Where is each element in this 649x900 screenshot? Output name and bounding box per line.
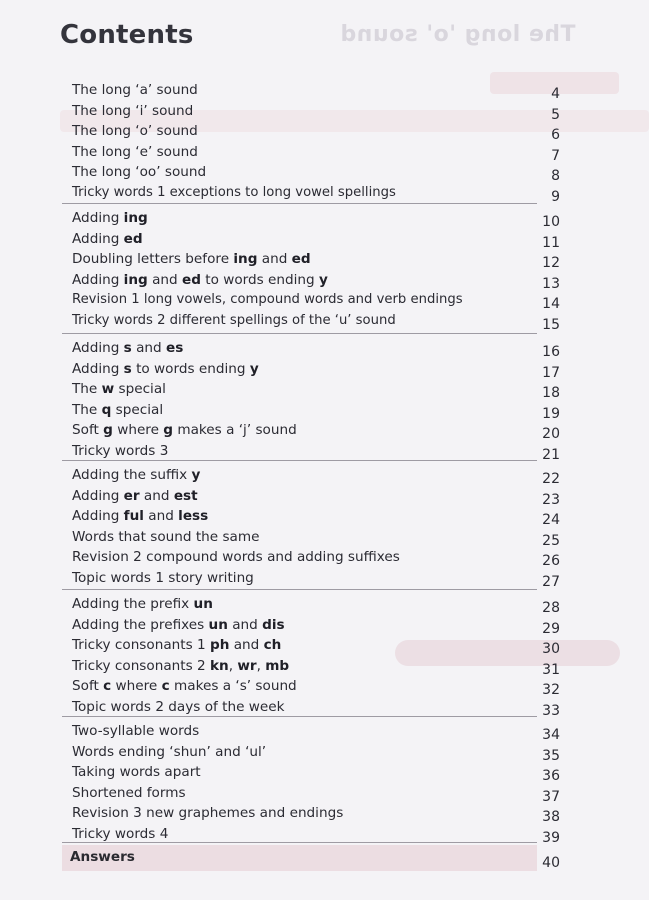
section-divider: [62, 460, 537, 461]
toc-emphasis: y: [191, 467, 201, 483]
toc-page-number: 30: [542, 641, 560, 658]
toc-page-number: 8: [551, 168, 560, 185]
toc-entry[interactable]: Topic words 1 story writing: [72, 570, 254, 586]
toc-emphasis: ph: [209, 637, 230, 654]
toc-page-number: 6: [551, 127, 560, 144]
toc-emphasis: un: [193, 596, 213, 612]
toc-emphasis: dis: [262, 616, 285, 633]
toc-entry[interactable]: Soft g where g makes a ‘j’ sound: [72, 422, 297, 439]
toc-emphasis: g: [103, 422, 113, 439]
toc-page-number: 31: [542, 661, 560, 678]
toc-entry[interactable]: Adding the prefixes un and dis: [72, 616, 285, 633]
toc-entry[interactable]: Adding s and es: [72, 340, 184, 356]
toc-emphasis: y: [249, 360, 259, 377]
toc-entry[interactable]: Tricky consonants 1 ph and ch: [72, 637, 282, 654]
toc-entry[interactable]: Doubling letters before ing and ed: [72, 251, 311, 268]
toc-entry[interactable]: Adding the suffix y: [72, 467, 201, 483]
toc-entry[interactable]: Adding the prefix un: [72, 596, 213, 612]
toc-page-number: 11: [542, 234, 560, 251]
toc-entry[interactable]: The long ‘i’ sound: [72, 102, 194, 119]
toc-entry-answers[interactable]: Answers: [70, 849, 135, 865]
page-title: Contents: [60, 20, 194, 50]
toc-page-number: 9: [551, 189, 560, 205]
toc-entry[interactable]: Adding ful and less: [72, 508, 209, 525]
toc-emphasis: ed: [123, 230, 143, 247]
toc-entry[interactable]: Soft c where c makes a ‘s’ sound: [72, 678, 297, 695]
toc-entry[interactable]: The q special: [72, 401, 164, 418]
toc-emphasis: ed: [291, 251, 311, 268]
toc-page-number: 4: [551, 86, 560, 102]
toc-emphasis: ch: [263, 637, 282, 654]
toc-entry[interactable]: Revision 2 compound words and adding suffixes: [72, 549, 400, 566]
toc-emphasis: s: [123, 360, 132, 377]
toc-entry[interactable]: Tricky consonants 2 kn, wr, mb: [72, 657, 290, 674]
toc-page-number: 20: [542, 426, 560, 443]
section-divider: [62, 203, 537, 204]
toc-page-number: 5: [551, 106, 560, 123]
toc-page-number: 26: [542, 553, 560, 570]
toc-entry[interactable]: Adding s to words ending y: [72, 360, 259, 377]
toc-page-number: 23: [542, 491, 560, 508]
toc-page-number: 13: [542, 275, 560, 292]
toc-entry[interactable]: Tricky words 4: [72, 826, 169, 842]
toc-page-number: 24: [542, 512, 560, 529]
toc-entry[interactable]: Adding er and est: [72, 487, 198, 504]
toc-entry[interactable]: Topic words 2 days of the week: [72, 699, 285, 715]
toc-emphasis: g: [163, 422, 174, 439]
toc-emphasis: q: [101, 401, 112, 418]
toc-entry[interactable]: The long ‘a’ sound: [72, 82, 198, 98]
toc-page-number: 17: [542, 364, 560, 381]
toc-page-number: 25: [542, 532, 560, 549]
toc-entry[interactable]: Taking words apart: [72, 764, 201, 781]
section-divider: [62, 333, 537, 334]
toc-emphasis: y: [318, 271, 328, 288]
toc-entry[interactable]: Adding ing: [72, 210, 148, 226]
toc-emphasis: kn: [209, 657, 229, 674]
toc-entry[interactable]: Shortened forms: [72, 784, 186, 801]
toc-emphasis: ing: [123, 210, 148, 226]
toc-emphasis: un: [208, 616, 228, 633]
toc-page-number: 32: [542, 682, 560, 699]
toc-page-number: 36: [542, 768, 560, 785]
toc-page-number: 10: [542, 214, 560, 230]
section-divider: [62, 589, 537, 590]
toc-page-number: 27: [542, 574, 560, 590]
toc-entry[interactable]: Words ending ‘shun’ and ‘ul’: [72, 743, 267, 760]
toc-emphasis: wr: [237, 657, 257, 674]
toc-entry[interactable]: The long ‘e’ sound: [72, 143, 198, 160]
toc-emphasis: er: [123, 487, 140, 504]
toc-page-number: 15: [542, 317, 560, 333]
toc-emphasis: ing: [123, 271, 148, 288]
toc-entry[interactable]: Adding ing and ed to words ending y: [72, 271, 328, 288]
toc-emphasis: est: [173, 487, 198, 504]
toc-page-number: 33: [542, 703, 560, 719]
toc-emphasis: ful: [123, 508, 144, 525]
toc-entry[interactable]: Tricky words 1 exceptions to long vowel spellings: [72, 185, 396, 200]
toc-entry[interactable]: Revision 3 new graphemes and endings: [72, 805, 344, 822]
toc-entry[interactable]: Two-syllable words: [72, 723, 200, 739]
toc-emphasis: c: [103, 678, 112, 695]
toc-emphasis: c: [161, 678, 170, 695]
toc-emphasis: es: [165, 340, 184, 356]
toc-page-number: 14: [542, 296, 560, 313]
toc-emphasis: w: [101, 381, 115, 398]
toc-page-number: 39: [542, 830, 560, 846]
toc-page-number: 29: [542, 620, 560, 637]
toc-entry[interactable]: The w special: [72, 381, 166, 398]
toc-emphasis: mb: [265, 657, 290, 674]
toc-entry[interactable]: Words that sound the same: [72, 528, 260, 545]
toc-entry[interactable]: Revision 1 long vowels, compound words and verb endings: [72, 292, 463, 308]
toc-page-number: 21: [542, 447, 560, 463]
toc-page-number: 40: [542, 855, 560, 871]
toc-page-number: 18: [542, 385, 560, 402]
toc-entry[interactable]: Adding ed: [72, 230, 143, 247]
section-divider: [62, 716, 537, 717]
toc-page-number: 12: [542, 255, 560, 272]
toc-entry[interactable]: Tricky words 2 different spellings of the ‘u’ sound: [72, 313, 396, 328]
toc-emphasis: ed: [181, 271, 201, 288]
toc-page-number: 19: [542, 405, 560, 422]
toc-emphasis: s: [123, 340, 132, 356]
section-divider: [62, 842, 537, 843]
toc-page-number: 16: [542, 344, 560, 360]
toc-page-number: 22: [542, 471, 560, 487]
toc-page-number: 34: [542, 727, 560, 743]
toc-page-number: 37: [542, 788, 560, 805]
toc-page-number: 38: [542, 809, 560, 826]
toc-emphasis: less: [178, 508, 209, 525]
toc-entry[interactable]: Tricky words 3: [72, 443, 169, 459]
show-through-text: The long 'o' sound: [340, 22, 576, 47]
toc-page-number: 35: [542, 747, 560, 764]
toc-entry[interactable]: The long ‘oo’ sound: [72, 164, 207, 181]
toc-page-number: 28: [542, 600, 560, 616]
toc-page-number: 7: [551, 147, 560, 164]
toc-entry[interactable]: The long ‘o’ sound: [72, 123, 198, 140]
toc-emphasis: ing: [233, 251, 258, 268]
